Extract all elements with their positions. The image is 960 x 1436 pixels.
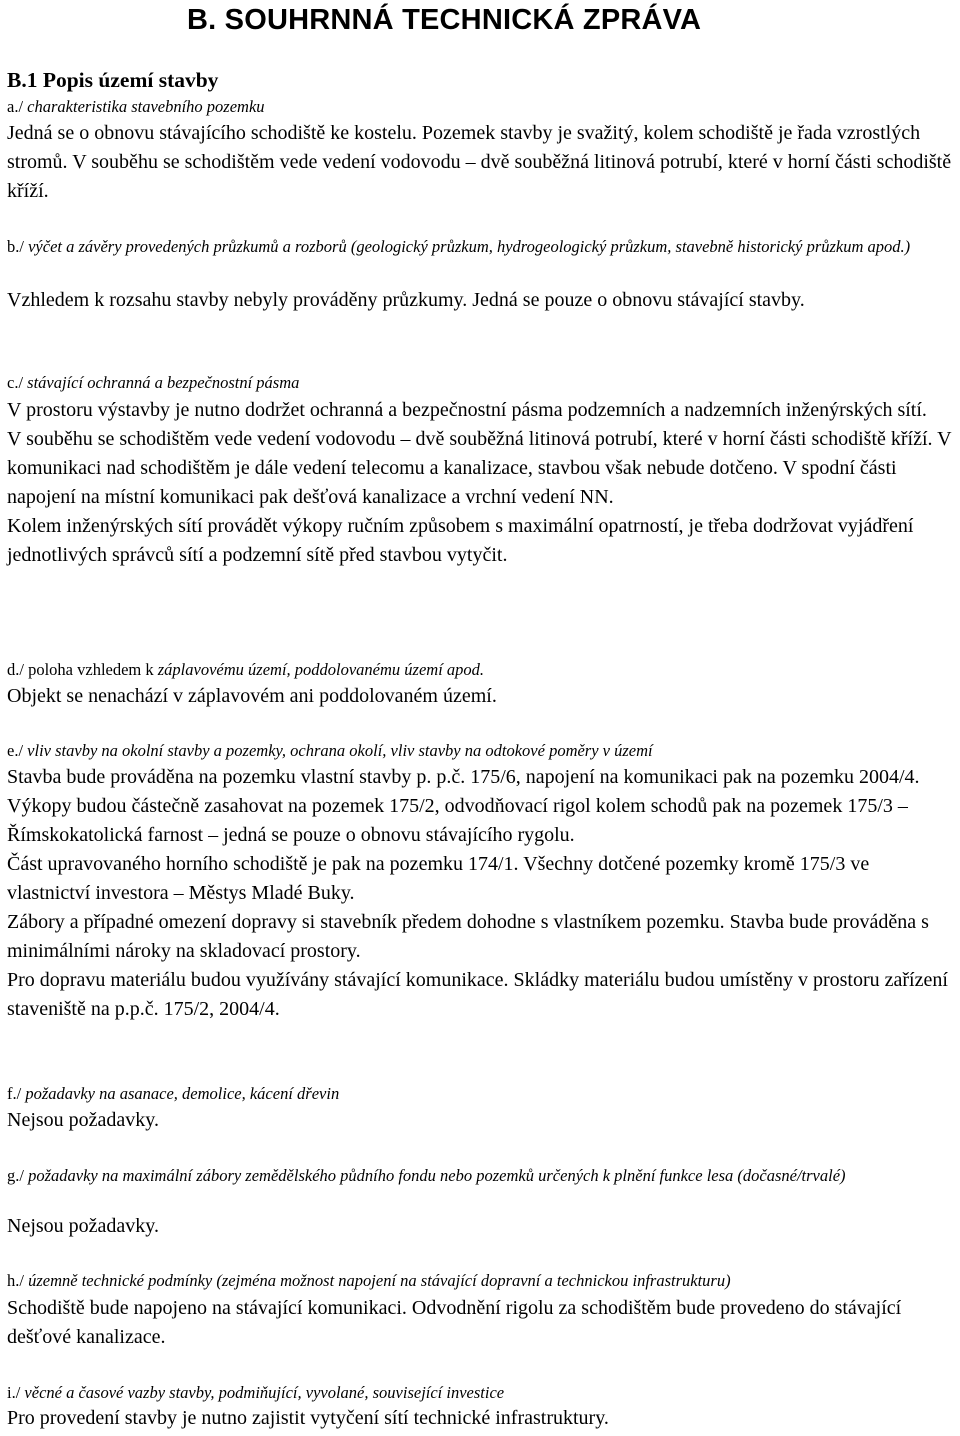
subsection-d-heading [7, 659, 952, 681]
subsection-letter: d./ [7, 660, 24, 679]
paragraph: V souběhu se schodištěm vede vedení vodovodu – dvě souběžná litinová potrubí, které v horní části schodiště kříží. V komunikaci nad schodištěm je dále vedení telecomu a kanalizace, stavbou však nebude dotčeno. V spodní části napojení na místní komunikaci pak dešťová kanalizace a vrchní vedení NN. [7, 428, 952, 508]
subsection-heading-text: záplavovému území, poddolovanému území apod. [157, 660, 485, 679]
subsection-heading-text: stávající ochranná a bezpečnostní pásma [23, 373, 300, 392]
subsection-heading-text: požadavky na maximální zábory zemědělského půdního fondu nebo pozemků určených k plnění funkce lesa (dočasné/trvalé) [23, 1166, 846, 1185]
subsection-letter: b./ [7, 237, 24, 256]
paragraph: Objekt se nenachází v záplavovém ani poddolovaném území. [7, 685, 497, 707]
subsection-b-body [7, 286, 957, 315]
subsection-g-heading [7, 1165, 952, 1187]
paragraph: Část upravovaného horního schodiště je pak na pozemku 174/1. Všechny dotčené pozemky kromě 175/3 ve vlastnictví investora – Městys Mladé Buky. [7, 853, 870, 904]
subsection-heading-text: věcné a časové vazby stavby, podmiňující, vyvolané, související investice [20, 1383, 505, 1402]
subsection-c-heading [7, 372, 952, 394]
subsection-i-body [7, 1404, 957, 1433]
paragraph: Pro provedení stavby je nutno zajistit vytyčení sítí technické infrastruktury. [7, 1407, 609, 1429]
document-title: B. SOUHRNNÁ TECHNICKÁ ZPRÁVA [187, 4, 702, 36]
paragraph: Jedná se o obnovu stávajícího schodiště ke kostelu. Pozemek stavby je svažitý, kolem schodiště je řada vzrostlých stromů. V souběhu se schodištěm vede vedení vodovodu – dvě souběžná litinová potrubí, které v horní části schodiště kříží. [7, 122, 952, 202]
subsection-heading-text: požadavky na asanace, demolice, kácení dřevin [21, 1084, 340, 1103]
subsection-g-body [7, 1212, 957, 1241]
subsection-letter: f./ [7, 1084, 22, 1103]
subsection-a-heading [7, 96, 952, 118]
paragraph: V prostoru výstavby je nutno dodržet ochranná a bezpečnostní pásma podzemních a nadzemních inženýrských sítí. [7, 399, 927, 421]
subsection-e-heading [7, 740, 952, 762]
section-title: B.1 Popis území stavby [7, 68, 219, 92]
paragraph: Kolem inženýrských sítí provádět výkopy ručním způsobem s maximální opatrností, je třeba dodržovat vyjádření jednotlivých správců sítí a podzemní sítě před stavbou vytyčit. [7, 515, 914, 566]
subsection-d-body [7, 682, 957, 711]
subsection-letter: g./ [7, 1166, 24, 1185]
subsection-heading-text: výčet a závěry provedených průzkumů a rozborů (geologický průzkum, hydrogeologický průzkum, stavebně historický průzkum apod.) [23, 237, 911, 256]
subsection-heading-text: územně technické podmínky (zejména možnost napojení na stávající dopravní a technickou infrastrukturu) [23, 1271, 731, 1290]
subsection-letter: h./ [7, 1271, 24, 1290]
subsection-h-body [7, 1294, 957, 1352]
subsection-e-body [7, 763, 957, 1024]
subsection-heading-text: vliv stavby na okolní stavby a pozemky, ochrana okolí, vliv stavby na odtokové poměry v území [23, 741, 653, 760]
paragraph: Vzhledem k rozsahu stavby nebyly prováděny průzkumy. Jedná se pouze o obnovu stávající stavby. [7, 289, 805, 311]
subsection-letter: e./ [7, 741, 24, 760]
subsection-heading-text: poloha vzhledem k [23, 660, 158, 679]
subsection-letter: i./ [7, 1383, 21, 1402]
paragraph: Nejsou požadavky. [7, 1215, 159, 1237]
subsection-b-heading [7, 236, 952, 258]
subsection-c-body [7, 396, 957, 570]
paragraph: Pro dopravu materiálu budou využívány stávající komunikace. Skládky materiálu budou umístěny v prostoru zařízení staveniště na p.p.č. 175/2, 2004/4. [7, 969, 948, 1020]
subsection-a-body [7, 119, 957, 206]
subsection-f-body [7, 1106, 957, 1135]
subsection-letter: a./ [7, 97, 24, 116]
paragraph: Schodiště bude napojeno na stávající komunikaci. Odvodnění rigolu za schodištěm bude provedeno do stávající dešťové kanalizace. [7, 1297, 902, 1348]
paragraph: Nejsou požadavky. [7, 1109, 159, 1131]
subsection-f-heading [7, 1083, 952, 1105]
subsection-heading-text: charakteristika stavebního pozemku [23, 97, 265, 116]
subsection-h-heading [7, 1270, 952, 1292]
paragraph: Stavba bude prováděna na pozemku vlastní stavby p. p.č. 175/6, napojení na komunikaci pak na pozemku 2004/4. Výkopy budou částečně zasahovat na pozemek 175/2, odvodňovací rigol kolem schodů pak na pozemek 175/3 – Římskokatolická farnost – jedná se pouze o obnovu stávajícího rygolu. [7, 766, 920, 846]
subsection-letter: c./ [7, 373, 24, 392]
subsection-i-heading [7, 1382, 952, 1404]
paragraph: Zábory a případné omezení dopravy si stavebník předem dohodne s vlastníkem pozemku. Stavba bude prováděna s minimálními nároky na skladovací prostory. [7, 911, 929, 962]
